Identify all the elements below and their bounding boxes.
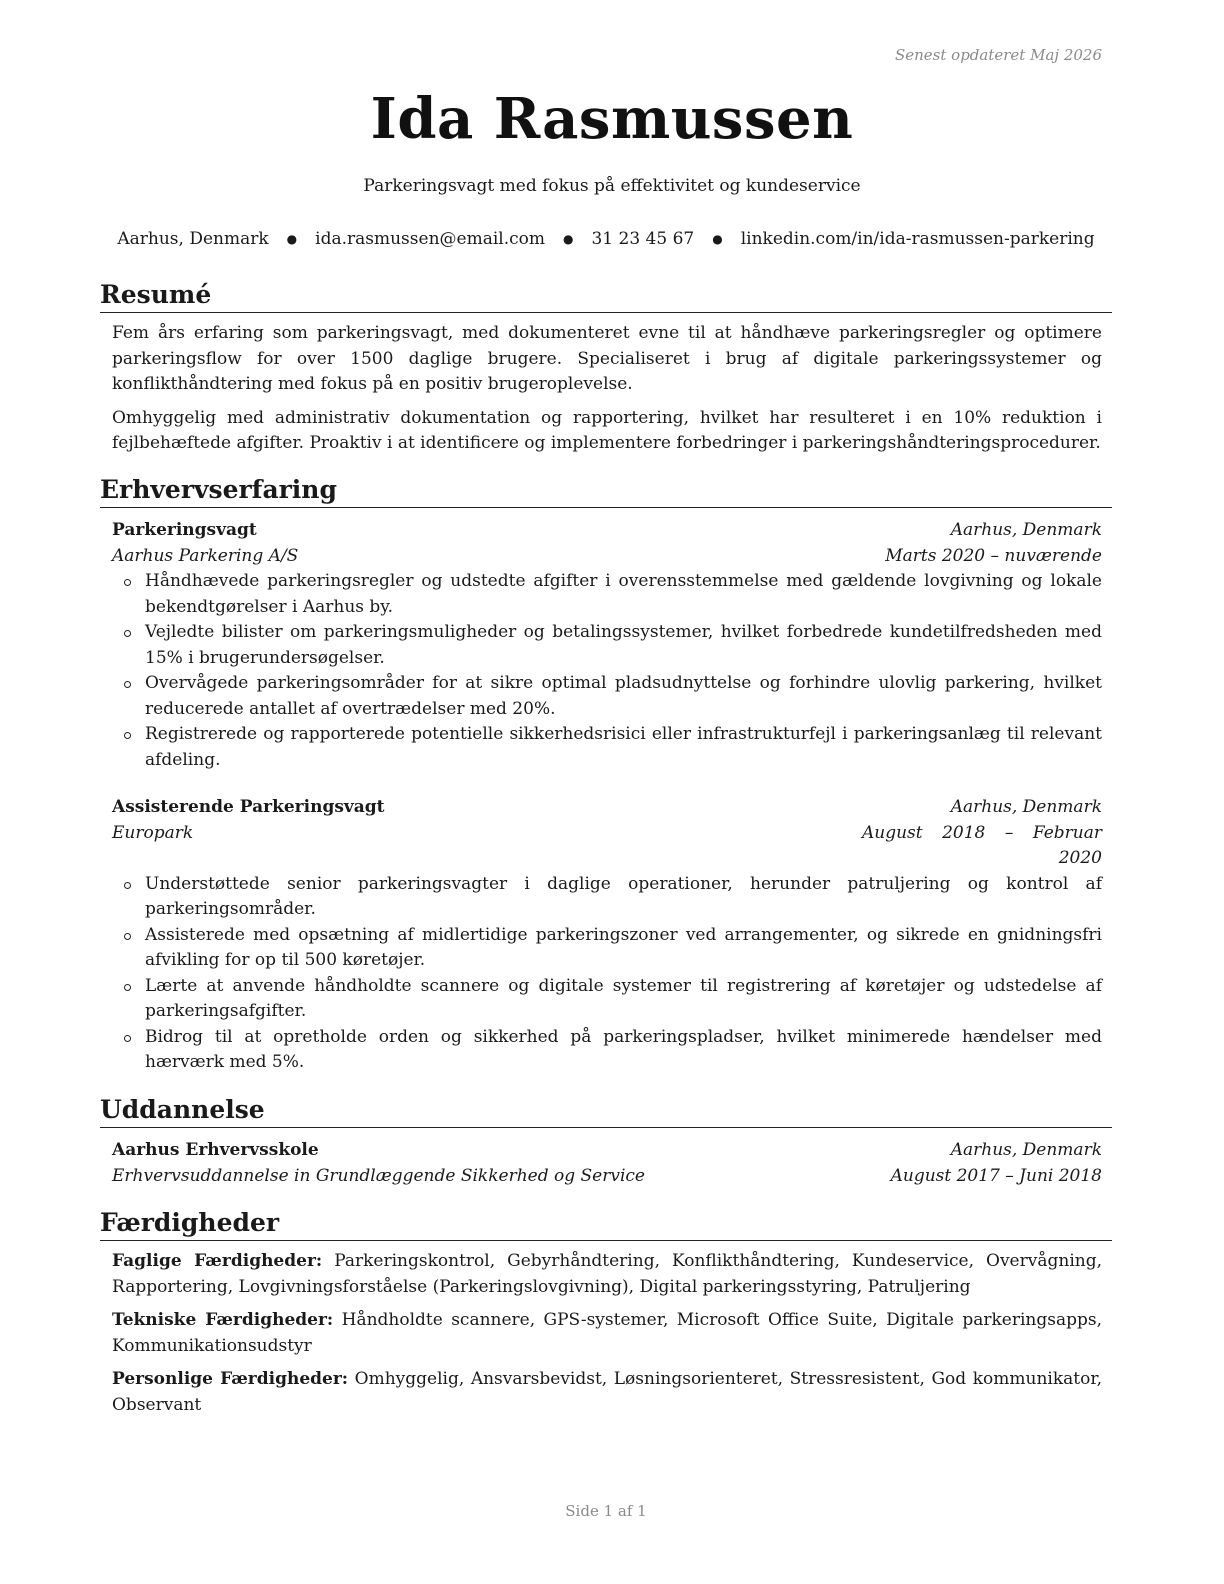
section-title-summary: Resumé: [100, 280, 1112, 313]
school-location: Aarhus, Denmark: [950, 1140, 1102, 1160]
list-item: Understøttede senior parkeringsvagter i daglige operationer, herunder patruljering og kontrol af parkeringsområder.: [145, 872, 1102, 923]
section-title-experience: Erhvervserfaring: [100, 475, 1112, 508]
contact-linkedin[interactable]: linkedin.com/in/ida-rasmussen-parkering: [740, 229, 1095, 249]
skill-group-text: Parkeringskontrol, Gebyrhåndtering, Konflikthåndtering, Kundeservice, Overvågning, Rapportering, Lovgivningsforståelse (Parkeringslovgivning), Digital parkeringsstyring, Patruljering: [112, 1251, 1102, 1297]
list-item: Bidrog til at opretholde orden og sikkerhed på parkeringspladser, hvilket minimerede hændelser med hærværk med 5%.: [145, 1025, 1102, 1076]
job-dates: August 2018 – Februar 2020: [862, 822, 1102, 868]
job-location: Aarhus, Denmark: [950, 520, 1102, 540]
degree: Erhvervsuddannelse in Grundlæggende Sikkerhed og Service: [112, 1165, 645, 1186]
contact-line: [0, 229, 1212, 249]
bullet-icon: [124, 732, 131, 739]
list-item: Assisterede med opsætning af midlertidige parkeringszoner ved arrangementer, og sikrede en gnidningsfri afvikling for op til 500 køretøjer.: [145, 923, 1102, 974]
education-subheader: [112, 1164, 1102, 1190]
job-bullets: [112, 569, 1102, 773]
education-header: [112, 1138, 1102, 1164]
list-item: Lærte at anvende håndholdte scannere og digitale systemer til registrering af køretøjer og udstedelse af parkeringsafgifter.: [145, 974, 1102, 1025]
job-entry: [112, 795, 1102, 1076]
section-title-education: Uddannelse: [100, 1095, 1112, 1128]
job-company: Europark: [112, 822, 194, 843]
contact-location: Aarhus, Denmark: [117, 229, 269, 249]
skill-group: [112, 1249, 1102, 1300]
experience-section: [100, 475, 1112, 1076]
list-item: Registrerede og rapporterede potentielle sikkerhedsrisici eller infrastrukturfejl i parkeringsanlæg til relevant afdeling.: [145, 722, 1102, 773]
job-header: [112, 795, 1102, 821]
last-updated-note: Senest opdateret Maj 2026: [894, 46, 1102, 64]
list-item: Overvågede parkeringsområder for at sikre optimal pladsudnyttelse og forhindre ulovlig parkering, hvilket reducerede antallet af overtrædelser med 20%.: [145, 671, 1102, 722]
job-bullets: [112, 872, 1102, 1076]
list-item: Vejledte bilister om parkeringsmuligheder og betalingssystemer, hvilket forbedrede kundetilfredsheden med 15% i brugerundersøgelser.: [145, 620, 1102, 671]
bullet-separator: ●: [562, 232, 574, 246]
contact-email[interactable]: ida.rasmussen@email.com: [315, 229, 545, 249]
tagline: Parkeringsvagt med fokus på effektivitet og kundeservice: [363, 176, 861, 196]
bullet-separator: ●: [712, 232, 723, 246]
job-company: Aarhus Parkering A/S: [112, 545, 299, 566]
skill-group-label: Personlige Færdigheder:: [112, 1369, 349, 1389]
bullet-icon: [124, 1035, 131, 1042]
skill-group: [112, 1367, 1102, 1418]
job-role: Parkeringsvagt: [112, 520, 257, 540]
job-dates: Marts 2020 – nuværende: [885, 545, 1102, 566]
summary-paragraph: Fem års erfaring som parkeringsvagt, med dokumenteret evne til at håndhæve parkeringsregler og optimere parkeringsflow for over 1500 daglige brugere. Specialiseret i brug af digitale parkeringssystemer og konflikthåndtering med fokus på en positiv brugeroplevelse.: [112, 323, 1102, 394]
bullet-icon: [124, 630, 131, 637]
education-entry: [112, 1138, 1102, 1189]
summary-paragraph: Omhyggelig med administrativ dokumentation og rapportering, hvilket har resulteret i en 10% reduktion i fejlbehæftede afgifter. Proaktiv i at identificere og implementere forbedringer i parkeringshåndteringsprocedurer.: [112, 407, 1102, 453]
job-location: Aarhus, Denmark: [950, 797, 1102, 817]
job-subheader: [112, 544, 1102, 570]
bullet-icon: [124, 681, 131, 688]
summary-section: [100, 280, 1112, 457]
skill-group-label: Faglige Færdigheder:: [112, 1251, 323, 1271]
job-header: [112, 518, 1102, 544]
contact-phone[interactable]: 31 23 45 67: [591, 229, 695, 249]
skills-section: [100, 1208, 1112, 1418]
skill-group-text: Omhyggelig, Ansvarsbevidst, Løsningsorienteret, Stressresistent, God kommunikator, Observant: [112, 1369, 1103, 1415]
bullet-icon: [124, 984, 131, 991]
job-subheader: [112, 821, 1102, 872]
skill-group: [112, 1308, 1102, 1359]
education-section: [100, 1095, 1112, 1189]
skill-group-label: Tekniske Færdigheder:: [112, 1310, 334, 1330]
school-name: Aarhus Erhvervsskole: [112, 1140, 319, 1160]
page-number: Side 1 af 1: [565, 1502, 647, 1520]
bullet-icon: [124, 882, 131, 889]
bullet-icon: [124, 579, 131, 586]
skill-group-text: Håndholdte scannere, GPS-systemer, Microsoft Office Suite, Digitale parkeringsapps, Kommunikationsudstyr: [112, 1310, 1103, 1356]
job-role: Assisterende Parkeringsvagt: [112, 797, 385, 817]
section-title-skills: Færdigheder: [100, 1208, 1112, 1241]
bullet-separator: ●: [286, 232, 298, 246]
list-item: Håndhævede parkeringsregler og udstedte afgifter i overensstemmelse med gældende lovgivning og lokale bekendtgørelser i Aarhus by.: [145, 569, 1102, 620]
candidate-name: Ida Rasmussen: [370, 86, 854, 152]
job-entry: [112, 518, 1102, 773]
bullet-icon: [124, 933, 131, 940]
education-dates: August 2017 – Juni 2018: [890, 1165, 1102, 1186]
